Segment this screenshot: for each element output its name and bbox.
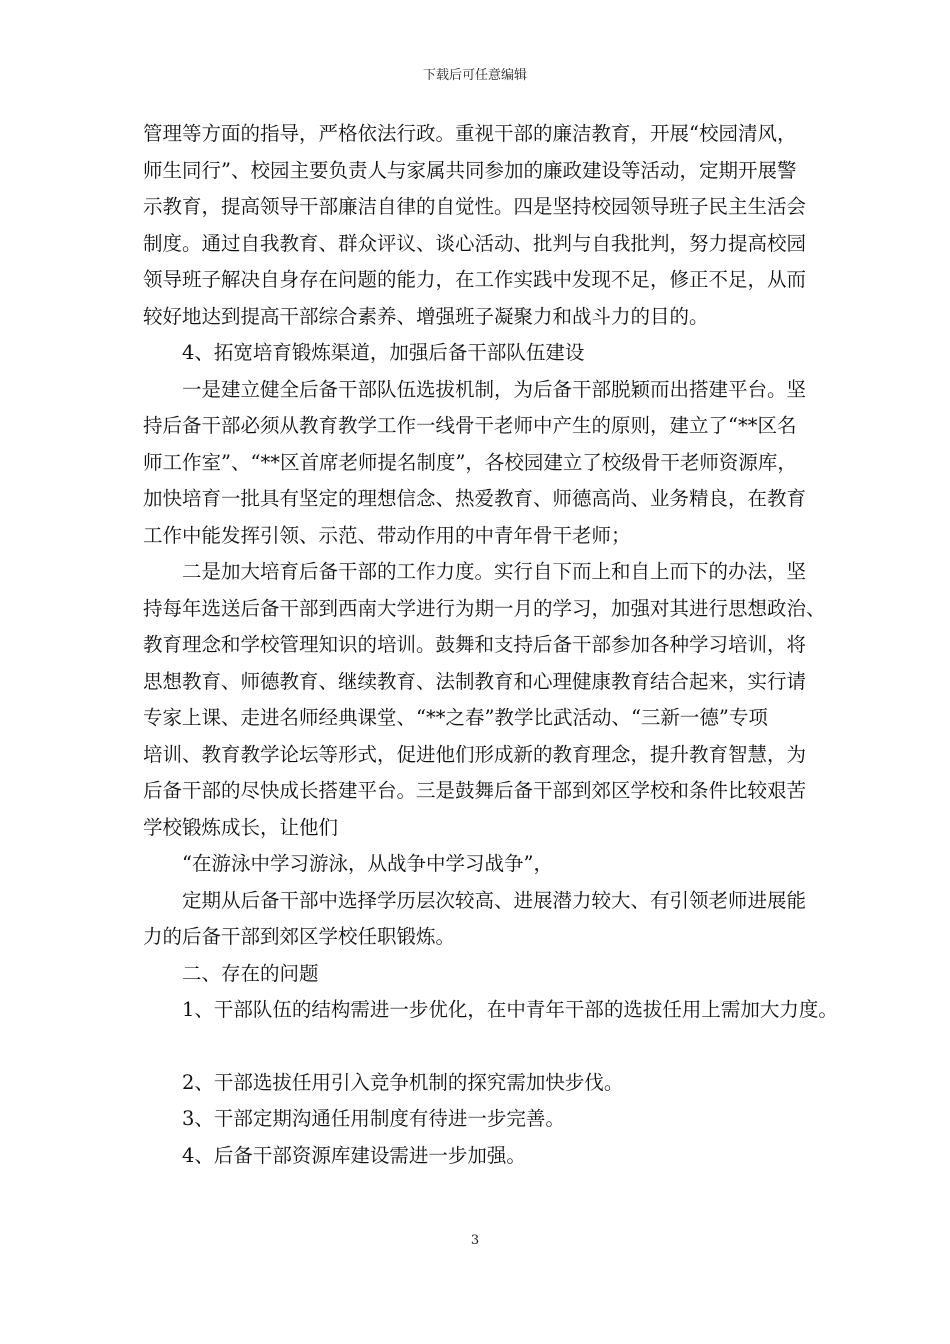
- quote-line: “在游泳中学习游泳，从战争中学习战争”，: [182, 852, 553, 875]
- paragraph-line: 管理等方面的指导，严格依法行政。重视干部的廉洁教育，开展“校园清风，: [143, 122, 797, 145]
- paragraph-line: 工作中能发挥引领、示范、带动作用的中青年骨干老师；: [143, 523, 631, 547]
- paragraph-line: 领导班子解决自身存在问题的能力，在工作实践中发现不足，修正不足，从而: [143, 268, 807, 291]
- section-heading: 4、拓宽培育锻炼渠道，加强后备干部队伍建设: [182, 341, 585, 364]
- blank-line: [143, 1029, 833, 1065]
- paragraph-line: 二是加大培育后备干部的工作力度。实行自下而上和自上而下的办法，坚: [182, 560, 807, 583]
- issue-item: 4、后备干部资源库建设需进一步加强。: [182, 1143, 526, 1167]
- paragraph-line: 力的后备干部到郊区学校任职锻炼。: [143, 925, 456, 948]
- paragraph-line: 较好地达到提高干部综合素养、增强班子凝聚力和战斗力的目的。: [143, 304, 709, 328]
- page-number: 3: [470, 1233, 480, 1248]
- paragraph-line: 思想教育、师德教育、继续教育、法制教育和心理健康教育结合起来，实行请: [143, 669, 807, 693]
- paragraph-line: 师生同行”、校园主要负责人与家属共同参加的廉政建设等活动，定期开展警: [143, 158, 797, 182]
- paragraph-line: 持后备干部必须从教育教学工作一线骨干老师中产生的原则，建立了“**区名: [143, 414, 797, 437]
- paragraph-line: 专家上课、走进名师经典课堂、“**之春”教学比武活动、“三新一德”专项: [143, 706, 768, 729]
- paragraph-line: 后备干部的尽快成长搭建平台。三是鼓舞后备干部到郊区学校和条件比较艰苦: [143, 779, 807, 802]
- document-body: [143, 116, 838, 1174]
- issue-item: 3、干部定期沟通任用制度有待进一步完善。: [182, 1107, 565, 1130]
- section-heading: 二、存在的问题: [182, 961, 319, 985]
- paragraph-line: 持每年选送后备干部到西南大学进行为期一月的学习，加强对其进行思想政治、: [143, 596, 826, 620]
- paragraph-line: 师工作室”、“**区首席老师提名制度”，各校园建立了校级骨干老师资源库，: [143, 450, 797, 474]
- paragraph-line: 培训、教育教学论坛等形式，促进他们形成新的教育理念，提升教育智慧，为: [143, 742, 807, 766]
- paragraph-line: 教育理念和学校管理知识的培训。鼓舞和支持后备干部参加各种学习培训，将: [143, 633, 807, 656]
- paragraph-line: 定期从后备干部中选择学历层次较高、进展潜力较大、有引领老师进展能: [182, 888, 807, 912]
- paragraph-line: 制度。通过自我教育、群众评议、谈心活动、批判与自我批判，努力提高校园: [143, 231, 807, 255]
- paragraph-line: 示教育，提高领导干部廉洁自律的自觉性。四是坚持校园领导班子民主生活会: [143, 195, 807, 218]
- issue-item: 2、干部选拔任用引入竞争机制的探究需加快步伐。: [182, 1070, 624, 1094]
- paragraph-line: 一是建立健全后备干部队伍选拔机制，为后备干部脱颖而出搭建平台。坚: [182, 377, 807, 401]
- paragraph-line: 学校锻炼成长，让他们: [143, 815, 339, 839]
- page-header: 下载后可任意编辑: [422, 68, 527, 83]
- issue-item: 1、干部队伍的结构需进一步优化，在中青年干部的选拔任用上需加大力度。: [182, 998, 838, 1021]
- paragraph-line: 加快培育一批具有坚定的理想信念、热爱教育、师德高尚、业务精良，在教育: [143, 487, 807, 510]
